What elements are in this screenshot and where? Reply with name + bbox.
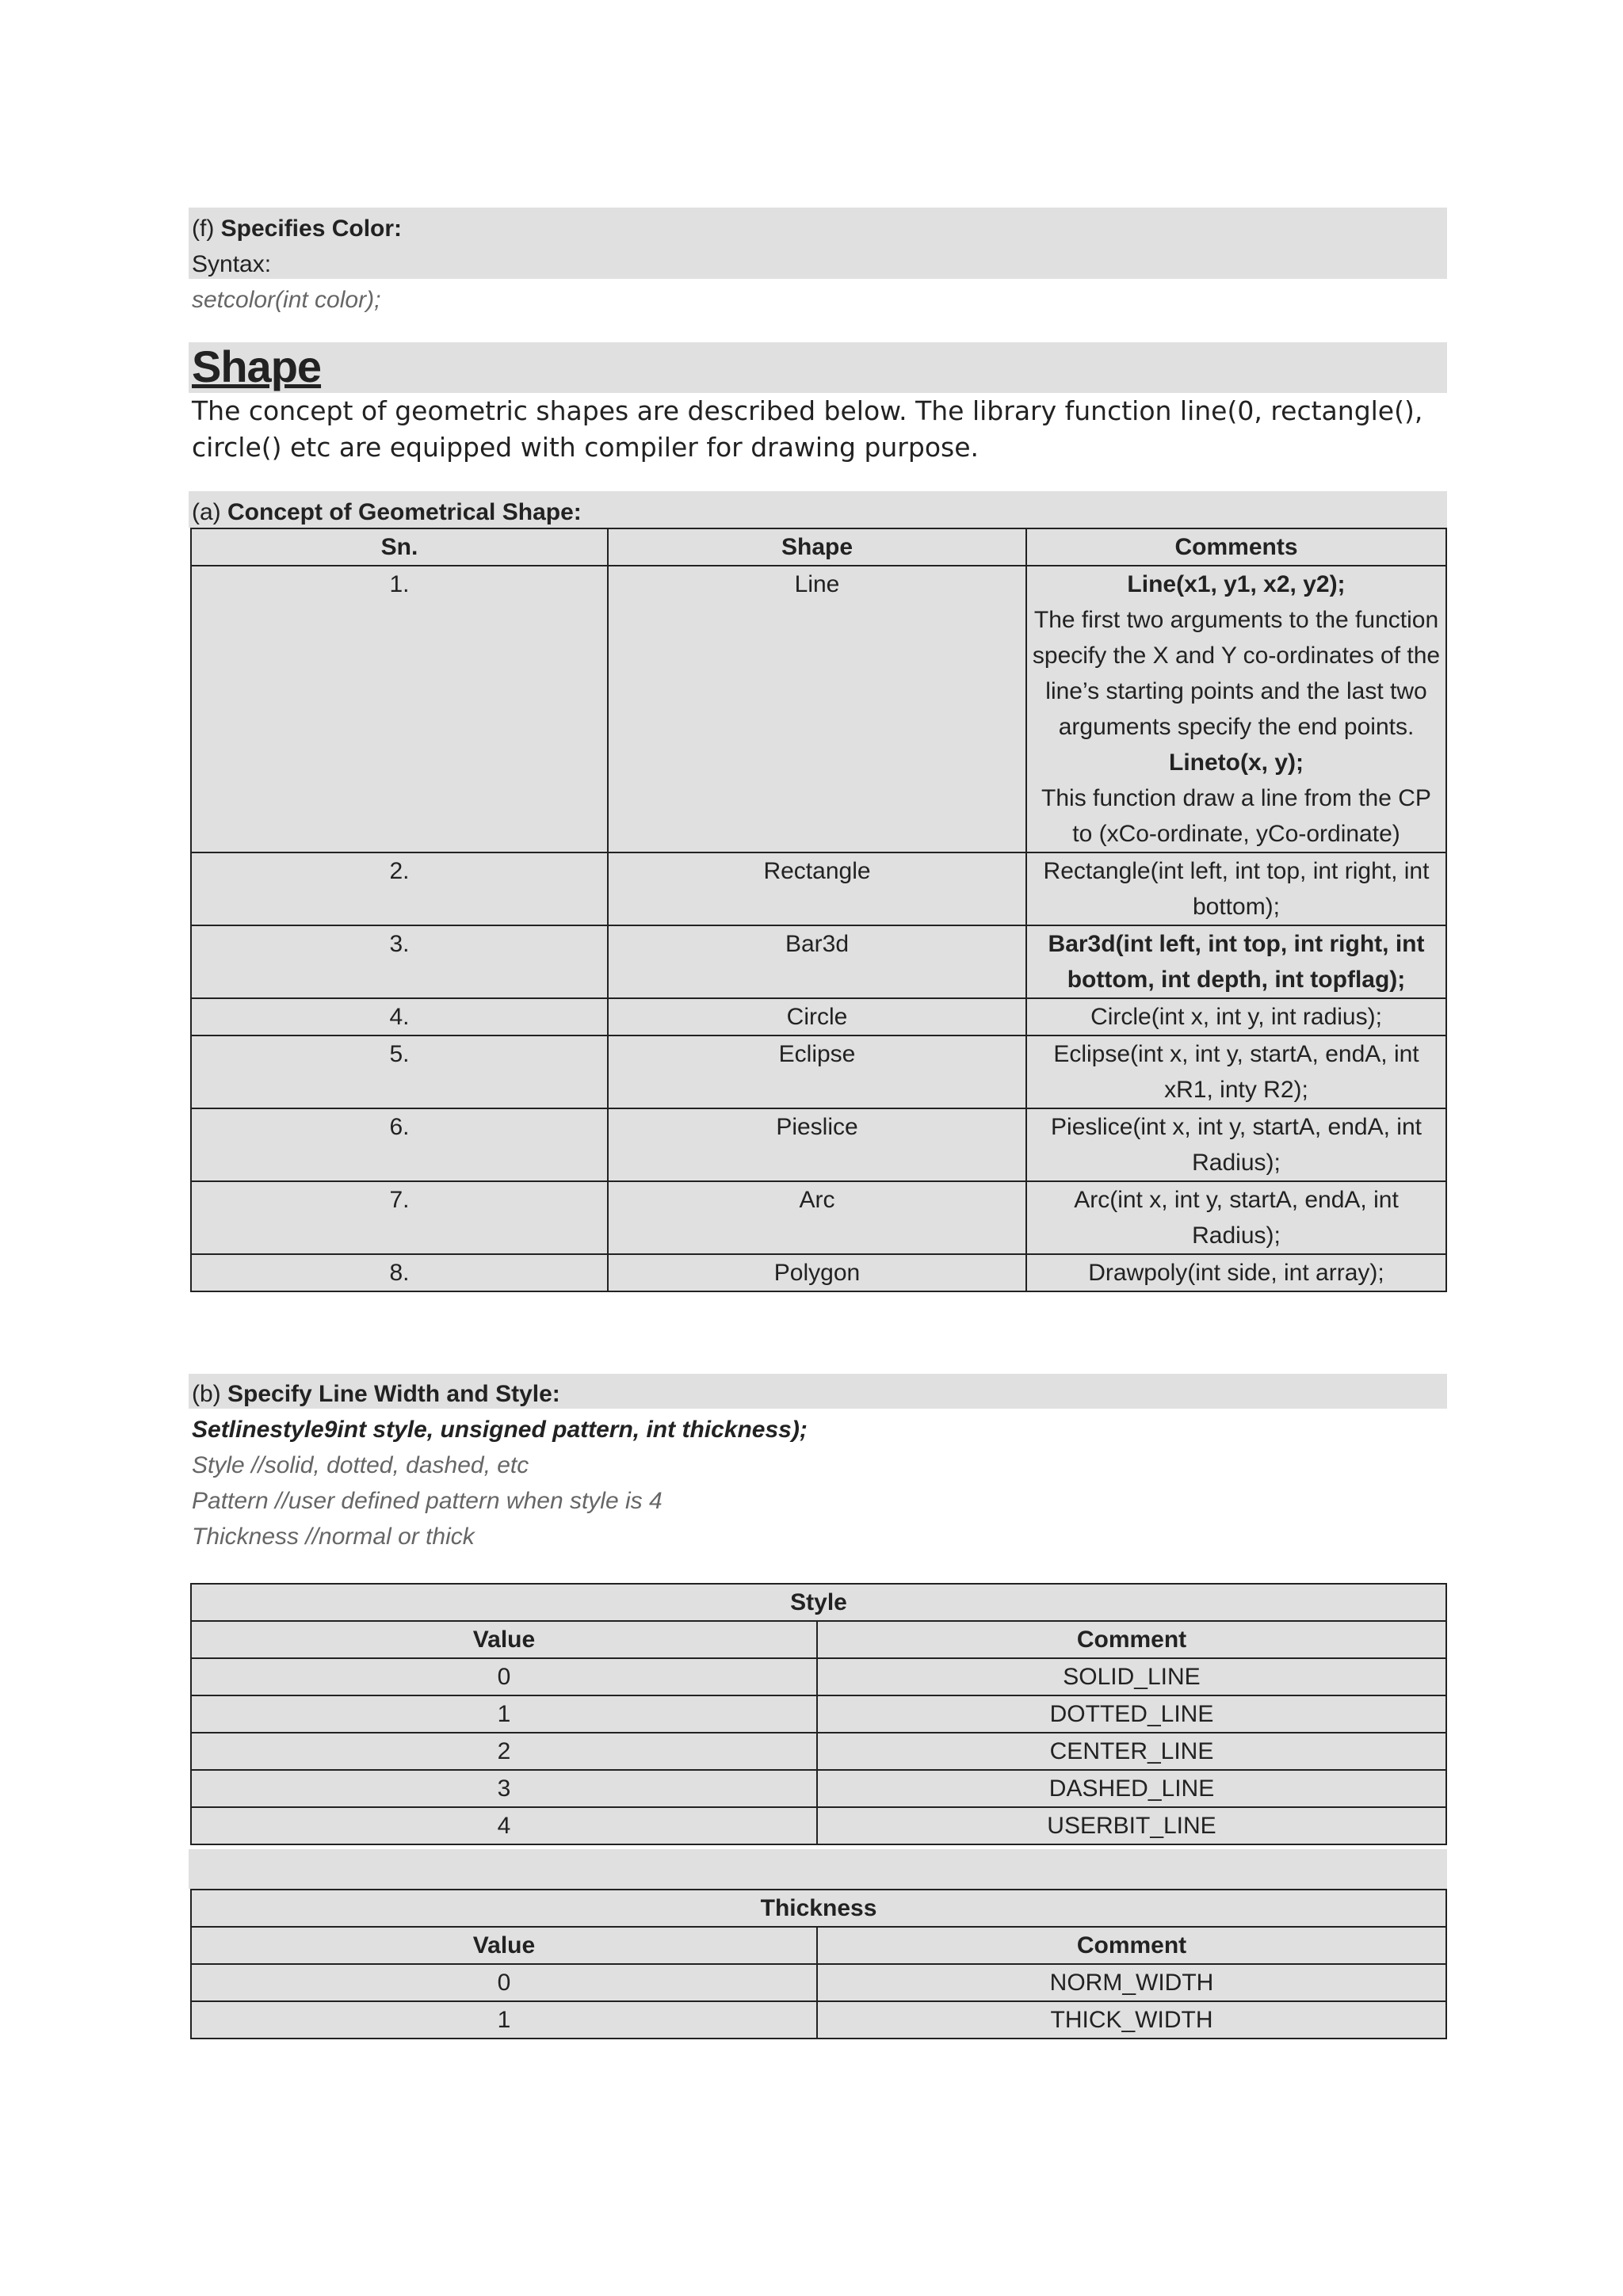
cell-comment: DOTTED_LINE bbox=[817, 1695, 1446, 1733]
geo-heading-bold: Concept of Geometrical Shape: bbox=[227, 499, 582, 525]
table-row bbox=[191, 852, 1446, 925]
cell-sn: 8. bbox=[191, 1254, 608, 1291]
cell-comments bbox=[1026, 1108, 1446, 1181]
table-row bbox=[191, 998, 1446, 1035]
cell-sn: 2. bbox=[191, 852, 608, 925]
thickness-table-body bbox=[191, 1964, 1446, 2039]
comment-text: Pieslice(int x, int y, startA, endA, int Radius); bbox=[1051, 1114, 1422, 1176]
cell-shape: Pieslice bbox=[608, 1108, 1026, 1181]
shape-section bbox=[189, 342, 1447, 466]
cell-value: 0 bbox=[191, 1964, 817, 2001]
cell-shape: Arc bbox=[608, 1181, 1026, 1254]
line-note-style: Style //solid, dotted, dashed, etc bbox=[192, 1452, 529, 1478]
color-heading-prefix: (f) bbox=[192, 215, 221, 242]
cell-comments bbox=[1026, 566, 1446, 852]
cell-comment: DASHED_LINE bbox=[817, 1770, 1446, 1807]
comment-text: Circle(int x, int y, int radius); bbox=[1090, 1004, 1382, 1030]
geo-heading bbox=[189, 494, 1450, 530]
cell-comments bbox=[1026, 1181, 1446, 1254]
cell-shape: Polygon bbox=[608, 1254, 1026, 1291]
cell-comments bbox=[1026, 925, 1446, 998]
style-title-row bbox=[191, 1584, 1446, 1621]
cell-value: 1 bbox=[191, 1695, 817, 1733]
cell-sn: 4. bbox=[191, 998, 608, 1035]
table-row bbox=[191, 1658, 1446, 1695]
cell-value: 2 bbox=[191, 1733, 817, 1770]
cell-comment: NORM_WIDTH bbox=[817, 1964, 1446, 2001]
comment-text: The first two arguments to the function specify the X and Y co-ordinates of the line’s starting points and the last two arguments specify the end points. bbox=[1032, 607, 1441, 740]
comment-bold-text: Line(x1, y1, x2, y2); bbox=[1127, 571, 1346, 597]
table-gap-highlight bbox=[189, 1849, 1447, 1889]
comment-text: Eclipse(int x, int y, startA, endA, int xR1, inty R2); bbox=[1053, 1041, 1419, 1103]
color-heading bbox=[189, 211, 1447, 246]
table-row bbox=[191, 566, 1446, 852]
cell-value: 0 bbox=[191, 1658, 817, 1695]
cell-value: 1 bbox=[191, 2001, 817, 2039]
geo-header-sn: Sn. bbox=[191, 528, 608, 566]
table-row bbox=[191, 1695, 1446, 1733]
geo-header-shape: Shape bbox=[608, 528, 1026, 566]
thickness-header-row bbox=[191, 1927, 1446, 1964]
line-section bbox=[189, 1376, 1447, 1554]
line-heading-bold: Specify Line Width and Style: bbox=[227, 1381, 560, 1407]
line-note-thickness: Thickness //normal or thick bbox=[192, 1524, 475, 1550]
cell-shape: Line bbox=[608, 566, 1026, 852]
comment-text: Drawpoly(int side, int array); bbox=[1088, 1260, 1384, 1286]
color-syntax-code: setcolor(int color); bbox=[192, 287, 381, 313]
style-header-comment: Comment bbox=[817, 1621, 1446, 1658]
cell-sn: 5. bbox=[191, 1035, 608, 1108]
style-header-row bbox=[191, 1621, 1446, 1658]
color-syntax-label: Syntax: bbox=[192, 251, 272, 277]
cell-comments bbox=[1026, 852, 1446, 925]
cell-shape: Rectangle bbox=[608, 852, 1026, 925]
cell-comments bbox=[1026, 998, 1446, 1035]
geo-table-body bbox=[191, 566, 1446, 1291]
geo-table-header-row bbox=[191, 528, 1446, 566]
line-note-pattern: Pattern //user defined pattern when style is 4 bbox=[192, 1488, 663, 1514]
comment-text: This function draw a line from the CP to (xCo-ordinate, yCo-ordinate) bbox=[1041, 785, 1431, 847]
comment-text: Arc(int x, int y, startA, endA, int Radius); bbox=[1074, 1187, 1399, 1249]
table-row bbox=[191, 1254, 1446, 1291]
cell-sn: 1. bbox=[191, 566, 608, 852]
cell-comment: CENTER_LINE bbox=[817, 1733, 1446, 1770]
color-section bbox=[189, 211, 1447, 318]
table-row bbox=[191, 1964, 1446, 2001]
thickness-title: Thickness bbox=[191, 1890, 1446, 1927]
shape-title: Shape bbox=[192, 341, 322, 391]
table-row bbox=[191, 925, 1446, 998]
cell-sn: 3. bbox=[191, 925, 608, 998]
line-signature: Setlinestyle9int style, unsigned pattern, int thickness); bbox=[192, 1417, 808, 1443]
cell-comments bbox=[1026, 1035, 1446, 1108]
style-table bbox=[190, 1583, 1447, 1845]
style-title: Style bbox=[191, 1584, 1446, 1621]
color-heading-bold: Specifies Color: bbox=[220, 215, 403, 242]
thickness-header-value: Value bbox=[191, 1927, 817, 1964]
cell-comment: SOLID_LINE bbox=[817, 1658, 1446, 1695]
geo-header-comments: Comments bbox=[1026, 528, 1446, 566]
cell-sn: 6. bbox=[191, 1108, 608, 1181]
geo-shape-table bbox=[190, 528, 1447, 1292]
table-row bbox=[191, 1108, 1446, 1181]
cell-shape: Eclipse bbox=[608, 1035, 1026, 1108]
table-row bbox=[191, 1770, 1446, 1807]
cell-sn: 7. bbox=[191, 1181, 608, 1254]
comment-text: Rectangle(int left, int top, int right, int bottom); bbox=[1043, 858, 1430, 920]
cell-comments bbox=[1026, 1254, 1446, 1291]
cell-comment: USERBIT_LINE bbox=[817, 1807, 1446, 1844]
style-table-body bbox=[191, 1658, 1446, 1844]
style-header-value: Value bbox=[191, 1621, 817, 1658]
table-row bbox=[191, 1181, 1446, 1254]
thickness-table bbox=[190, 1889, 1447, 2039]
cell-value: 3 bbox=[191, 1770, 817, 1807]
cell-shape: Circle bbox=[608, 998, 1026, 1035]
thickness-header-comment: Comment bbox=[817, 1927, 1446, 1964]
table-row bbox=[191, 1035, 1446, 1108]
thickness-title-row bbox=[191, 1890, 1446, 1927]
geo-heading-prefix: (a) bbox=[192, 499, 227, 525]
cell-value: 4 bbox=[191, 1807, 817, 1844]
table-row bbox=[191, 2001, 1446, 2039]
comment-bold-text: Lineto(x, y); bbox=[1169, 749, 1304, 776]
line-heading-prefix: (b) bbox=[192, 1381, 227, 1407]
comment-bold-text: Bar3d(int left, int top, int right, int bottom, int depth, int topflag); bbox=[1048, 931, 1425, 993]
line-heading bbox=[189, 1376, 1447, 1412]
table-row bbox=[191, 1807, 1446, 1844]
cell-comment: THICK_WIDTH bbox=[817, 2001, 1446, 2039]
cell-shape: Bar3d bbox=[608, 925, 1026, 998]
shape-intro: The concept of geometric shapes are described below. The library function line(0, rectangle(), circle() etc are equipped with compiler for drawing purpose. bbox=[192, 395, 1423, 463]
table-row bbox=[191, 1733, 1446, 1770]
